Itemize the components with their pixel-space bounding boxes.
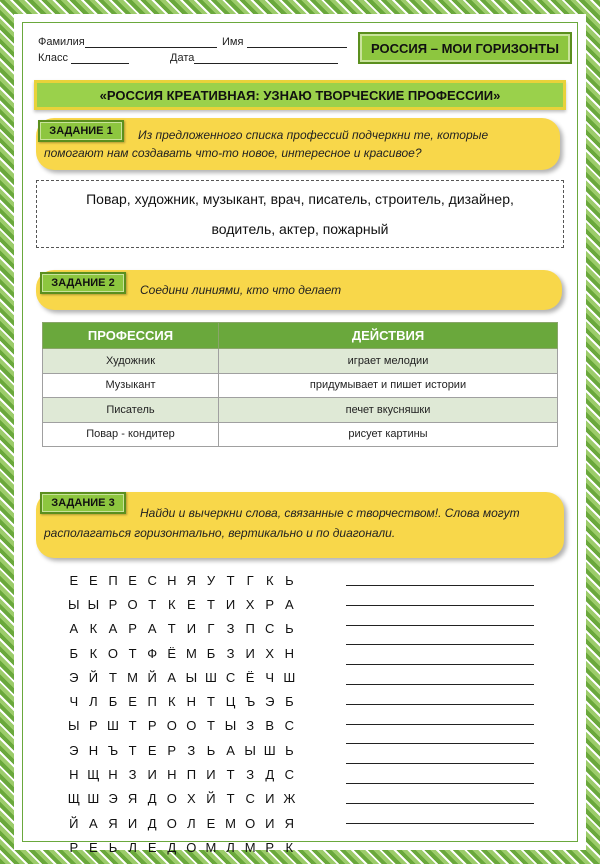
grid-letter[interactable]: А [284, 596, 294, 612]
grid-letter[interactable]: О [166, 718, 177, 734]
grid-letter[interactable]: Н [108, 767, 118, 783]
grid-letter[interactable]: И [225, 596, 236, 612]
grid-letter[interactable]: З [187, 742, 196, 758]
answer-line[interactable] [346, 823, 534, 824]
answer-line[interactable] [346, 783, 534, 784]
grid-letter[interactable]: И [206, 767, 216, 783]
grid-letter[interactable]: И [265, 815, 275, 831]
grid-letter[interactable]: Т [109, 669, 117, 685]
grid-letter[interactable]: Ы [68, 596, 80, 612]
grid-letter[interactable]: А [167, 669, 177, 685]
grid-letter[interactable]: О [107, 645, 119, 661]
name-label: Имя [222, 36, 244, 48]
grid-letter[interactable]: Ш [107, 718, 119, 734]
grid-letter[interactable]: О [166, 791, 177, 807]
surname-label: Фамилия [38, 36, 85, 48]
grid-letter[interactable]: Ч [265, 669, 275, 685]
grid-letter[interactable]: М [244, 839, 256, 855]
class-line [71, 53, 129, 64]
grid-letter[interactable]: П [108, 572, 118, 588]
grid-letter[interactable]: П [147, 694, 157, 710]
grid-letter[interactable]: Я [127, 791, 138, 807]
grid-row [64, 568, 300, 592]
profession-table [42, 322, 558, 447]
grid-letter[interactable]: Е [187, 596, 196, 612]
grid-letter[interactable]: И [186, 621, 197, 637]
grid-letter[interactable]: С [284, 767, 295, 783]
grid-letter[interactable]: Ь [285, 742, 294, 758]
grid-letter[interactable]: К [285, 839, 294, 855]
grid-letter[interactable]: Н [284, 645, 295, 661]
grid-row [64, 641, 300, 665]
task2-text: Соедини линиями, кто что делает [140, 283, 342, 297]
table-row [43, 398, 558, 423]
grid-letter[interactable]: И [265, 791, 275, 807]
profession-list-box [36, 180, 564, 248]
grid-row [64, 738, 300, 762]
grid-letter[interactable]: К [265, 572, 274, 588]
grid-letter[interactable]: Ы [185, 669, 198, 685]
grid-letter[interactable]: З [226, 645, 235, 661]
grid-letter[interactable]: Л [187, 815, 196, 831]
task3-text-line2: располагаться горизонтально, вертикально и по диагонали. [44, 526, 396, 540]
grid-letter[interactable]: Ы [224, 718, 237, 734]
grid-letter[interactable]: К [89, 621, 98, 637]
action-cell: придумывает и пишет истории [219, 373, 558, 398]
table-row [43, 349, 558, 374]
answer-line[interactable] [346, 605, 534, 606]
grid-letter[interactable]: Н [69, 767, 79, 783]
grid-letter[interactable]: Л [226, 839, 235, 855]
grid-row [64, 617, 300, 641]
grid-letter[interactable]: М [127, 669, 138, 685]
grid-letter[interactable]: Р [265, 596, 275, 612]
profession-cell: Художник [43, 349, 219, 374]
grid-letter[interactable]: М [225, 815, 236, 831]
answer-line[interactable] [346, 664, 534, 665]
task1-text-line1: Из предложенного списка профессий подчеркни те, которые [138, 128, 489, 142]
grid-letter[interactable]: Е [89, 839, 98, 855]
grid-letter[interactable]: И [245, 645, 255, 661]
grid-letter[interactable]: Б [69, 645, 79, 661]
grid-letter[interactable]: К [89, 645, 98, 661]
word-search-grid[interactable] [64, 568, 300, 860]
grid-letter[interactable]: Д [167, 839, 177, 855]
grid-letter[interactable]: Т [226, 767, 235, 783]
answer-line[interactable] [346, 743, 534, 744]
date-line [194, 53, 338, 64]
table-header-actions: ДЕЙСТВИЯ [219, 323, 558, 349]
grid-row [64, 787, 300, 811]
grid-letter[interactable]: Ь [108, 839, 118, 855]
grid-letter[interactable]: З [226, 621, 235, 637]
grid-letter[interactable]: Й [206, 791, 216, 807]
answer-line[interactable] [346, 644, 534, 645]
grid-letter[interactable]: Т [226, 791, 235, 807]
grid-letter[interactable]: Ф [147, 645, 158, 661]
grid-row [64, 592, 300, 616]
profession-cell: Музыкант [43, 373, 219, 398]
grid-letter[interactable]: Э [69, 742, 79, 758]
grid-letter[interactable]: Г [246, 572, 254, 588]
grid-letter[interactable]: Л [89, 694, 98, 710]
grid-letter[interactable]: Я [186, 572, 197, 588]
grid-letter[interactable]: Т [206, 596, 215, 612]
grid-letter[interactable]: Т [128, 718, 137, 734]
grid-letter[interactable]: Ы [244, 742, 256, 758]
grid-letter[interactable]: Е [147, 742, 157, 758]
grid-letter[interactable]: Э [108, 791, 118, 807]
grid-letter[interactable]: О [245, 815, 256, 831]
grid-letter[interactable]: С [225, 669, 236, 685]
grid-letter[interactable]: Р [69, 839, 79, 855]
grid-letter[interactable]: Н [167, 767, 177, 783]
grid-letter[interactable]: Т [226, 572, 235, 588]
task3-label: ЗАДАНИЕ 3 [40, 492, 126, 514]
grid-letter[interactable]: Ё [245, 669, 255, 685]
grid-letter[interactable]: О [186, 839, 197, 855]
table-header-profession: ПРОФЕССИЯ [43, 323, 219, 349]
grid-letter[interactable]: О [127, 596, 138, 612]
date-field[interactable] [170, 52, 338, 64]
grid-letter[interactable]: А [226, 742, 235, 758]
table-row [43, 373, 558, 398]
grid-letter[interactable]: Р [147, 718, 157, 734]
grid-letter[interactable]: Ц [225, 694, 236, 710]
grid-letter[interactable]: А [108, 621, 118, 637]
grid-letter[interactable]: А [69, 621, 79, 637]
grid-letter[interactable]: Ы [87, 596, 100, 612]
answer-line[interactable] [346, 763, 534, 764]
grid-letter[interactable]: С [147, 572, 157, 588]
grid-letter[interactable]: Т [128, 645, 137, 661]
grid-letter[interactable]: С [265, 621, 275, 637]
grid-letter[interactable]: Р [265, 839, 275, 855]
grid-letter[interactable]: Щ [87, 767, 100, 783]
grid-letter[interactable]: Ш [204, 669, 217, 685]
grid-letter[interactable]: Т [206, 718, 215, 734]
grid-letter[interactable]: Ш [263, 742, 276, 758]
grid-letter[interactable]: Х [265, 645, 275, 661]
grid-letter[interactable]: Ш [283, 669, 296, 685]
grid-letter[interactable]: Я [108, 815, 118, 831]
grid-letter[interactable]: Х [187, 791, 196, 807]
grid-letter[interactable]: Б [206, 645, 216, 661]
task2-label: ЗАДАНИЕ 2 [40, 272, 126, 294]
profession-cell: Повар - кондитер [43, 422, 219, 447]
grid-letter[interactable]: Р [128, 621, 137, 637]
answer-line[interactable] [346, 625, 534, 626]
grid-letter[interactable]: Й [88, 669, 99, 685]
grid-letter[interactable]: Э [69, 669, 79, 685]
grid-letter[interactable]: Д [147, 791, 157, 807]
grid-letter[interactable]: Ъ [107, 742, 119, 758]
grid-letter[interactable]: Ж [283, 791, 296, 807]
grid-letter[interactable]: Т [167, 621, 176, 637]
grid-letter[interactable]: З [246, 767, 255, 783]
grid-letter[interactable]: Ё [167, 645, 177, 661]
action-cell: печет вкусняшки [219, 398, 558, 423]
grid-letter[interactable]: Ь [206, 742, 216, 758]
name-line [247, 37, 347, 48]
grid-letter[interactable]: Р [167, 742, 177, 758]
grid-letter[interactable]: М [205, 839, 217, 855]
grid-letter[interactable]: Е [128, 694, 137, 710]
grid-row [64, 689, 300, 713]
grid-letter[interactable]: Ш [87, 791, 100, 807]
surname-line [85, 37, 217, 48]
grid-letter[interactable]: Б [285, 694, 294, 710]
grid-letter[interactable]: М [185, 645, 197, 661]
grid-letter[interactable]: Я [284, 815, 295, 831]
grid-letter[interactable]: А [147, 621, 157, 637]
answer-line[interactable] [346, 724, 534, 725]
grid-letter[interactable]: Т [148, 596, 157, 612]
task1-text-line2: помогают нам создавать что-то новое, интересное и красивое? [44, 146, 422, 160]
surname-field[interactable] [38, 36, 217, 48]
grid-letter[interactable]: Ь [285, 572, 294, 588]
grid-letter[interactable]: З [128, 767, 137, 783]
grid-letter[interactable]: Ы [68, 718, 80, 734]
grid-letter[interactable]: Д [265, 767, 275, 783]
grid-row [64, 835, 300, 859]
grid-row [64, 665, 300, 689]
grid-letter[interactable]: З [246, 718, 255, 734]
grid-letter[interactable]: Н [167, 572, 177, 588]
task3-text-line1: Найди и вычеркни слова, связанные с творчеством!. Слова могут [140, 506, 520, 520]
grid-letter[interactable]: Д [147, 815, 157, 831]
grid-letter[interactable]: Р [108, 596, 118, 612]
answer-line[interactable] [346, 585, 534, 586]
answer-line[interactable] [346, 704, 534, 705]
name-field[interactable] [222, 36, 347, 48]
grid-letter[interactable]: П [245, 621, 255, 637]
profession-list-line2: водитель, актер, пожарный [211, 221, 389, 237]
class-field[interactable] [38, 52, 129, 64]
task1-label: ЗАДАНИЕ 1 [38, 120, 124, 142]
grid-row [64, 714, 300, 738]
class-label: Класс [38, 52, 68, 64]
grid-letter[interactable]: Й [69, 815, 79, 831]
grid-letter[interactable]: Б [108, 694, 118, 710]
grid-letter[interactable]: Т [128, 742, 137, 758]
grid-letter[interactable]: О [186, 718, 197, 734]
date-label: Дата [170, 52, 195, 64]
grid-letter[interactable]: П [186, 767, 197, 783]
grid-letter[interactable]: К [167, 596, 176, 612]
grid-letter[interactable]: Л [128, 839, 137, 855]
answer-line[interactable] [346, 803, 534, 804]
grid-letter[interactable]: Р [89, 718, 98, 734]
grid-row [64, 762, 300, 786]
grid-letter[interactable]: Ч [69, 694, 79, 710]
table-row [43, 422, 558, 447]
grid-letter[interactable]: Е [147, 839, 157, 855]
grid-letter[interactable]: К [167, 694, 176, 710]
grid-letter[interactable]: Е [89, 572, 98, 588]
grid-letter[interactable]: Е [128, 572, 137, 588]
grid-letter[interactable]: Т [206, 694, 215, 710]
grid-letter[interactable]: Х [245, 596, 255, 612]
grid-letter[interactable]: И [127, 815, 138, 831]
program-badge: РОССИЯ – МОИ ГОРИЗОНТЫ [358, 32, 572, 64]
grid-letter[interactable]: Й [147, 669, 157, 685]
grid-letter[interactable]: С [245, 791, 255, 807]
grid-letter[interactable]: Г [207, 621, 215, 637]
grid-letter[interactable]: Щ [67, 791, 80, 807]
grid-letter[interactable]: О [166, 815, 177, 831]
grid-letter[interactable]: И [147, 767, 157, 783]
grid-letter[interactable]: Н [186, 694, 197, 710]
answer-line[interactable] [346, 684, 534, 685]
grid-letter[interactable]: Э [265, 694, 275, 710]
grid-letter[interactable]: У [206, 572, 216, 588]
grid-letter[interactable]: Ь [285, 621, 294, 637]
grid-letter[interactable]: Е [206, 815, 216, 831]
action-cell: рисует картины [219, 422, 558, 447]
grid-letter[interactable]: А [89, 815, 98, 831]
grid-row [64, 811, 300, 835]
grid-letter[interactable]: В [265, 718, 275, 734]
grid-letter[interactable]: Ъ [244, 694, 256, 710]
grid-letter[interactable]: С [284, 718, 295, 734]
profession-list-line1: Повар, художник, музыкант, врач, писатель, строитель, дизайнер, [86, 191, 514, 207]
page-title: «РОССИЯ КРЕАТИВНАЯ: УЗНАЮ ТВОРЧЕСКИЕ ПРОФЕССИИ» [34, 80, 566, 110]
action-cell: играет мелодии [219, 349, 558, 374]
profession-cell: Писатель [43, 398, 219, 423]
grid-letter[interactable]: Е [69, 572, 79, 588]
grid-letter[interactable]: Н [88, 742, 99, 758]
